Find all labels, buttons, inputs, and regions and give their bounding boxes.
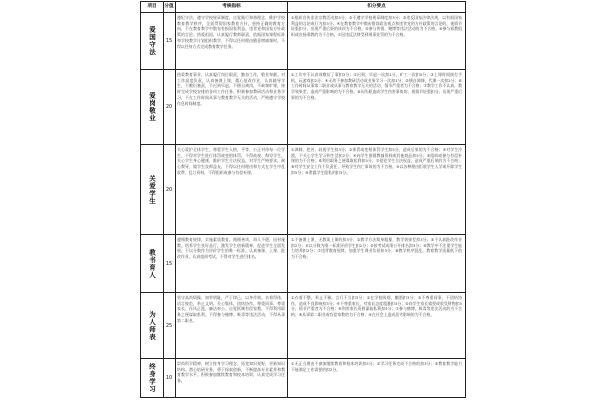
indicator-cell: 遵循教育规律，实施素质教育。循循善诱，诲人不倦，因材施教。培养学生良好品行，激发学生创新精神，促进学生全面发展。不以分数作为评价学生的唯一标准。认真备课、上课、批改作业，认真组织考试，不得对学生进行排名。: [177, 237, 285, 260]
project-cell: [141, 145, 163, 234]
table-row: [141, 293, 465, 359]
evaluation-table: [140, 1, 466, 398]
project-label: 关爱学生: [148, 174, 156, 205]
points-cell: ①不备课上课，无教案上课的扣3分；②教学方法简单粗暴，教学效果差扣3分；③不认真批改作业扣2分；④以分数为唯一标准评价学生扣2分；⑤按考试成绩公开排名扣3分；⑥教学中不注重学生能力培养扣2分；⑦违背教育规律，加重学生课业负担扣3分；⑧教学秩序混乱，教育教学质量低下的为不合格。: [291, 237, 462, 260]
points-cell: ①衣着不整，举止不雅，言行不当扣3分；②在学校吸烟、酗酒扣3分；③不尊重同事，不团结协作，造成不良影响扣3分；④不尊重家长，对家长态度粗暴扣3分；⑤向学生家长索要或收受财物扣5分，情节严重者为不合格；⑥利用家长资源谋取私利扣5分；⑦参与赌博、吸毒等违法活动的为不合格；⑧从事第二职业或有偿家教的为不合格；⑨在社会上造成恶劣影响的为不合格。: [291, 295, 462, 318]
score-cell: 15: [165, 260, 173, 267]
header-indicator: 考核指标: [222, 4, 241, 9]
indicator-cell: 遵纪守法，遵守学校规章制度，自觉践行和谐理念，维护学校教育教学秩序，全面贯彻国家教育方针，坚持正确的教育方向，不在教育教学中散布有损国家利益、违背党和国家方针政策的言论。热爱祖国，认真履行教师职责，依据国家课程标准和学校教学计划组织教学，不得以任何理由随意增减课时，不得以任何方式完成教育教学任务。: [177, 15, 285, 49]
points-cell: ①讽刺、挖苦、歧视学生扣3分；②体罚或变相体罚学生扣5分，造成后果的为不合格；③对学生冷漠，不关心学生学习和生活扣2分；④向学生推销教辅资料或其他商品扣5分；⑤组织或参与有偿补课的为不合格；⑥利用职务之便谋取私利扣5分；⑦侵犯学生合法权益，造成严重后果的为不合格；⑧对学生安全工作不负责任，导致学生伤亡事故的为不合格。⑨以各种理由拒收学生入学或开除学生扣5分；⑩泄露学生隐私的扣3分。: [291, 147, 462, 175]
indicator-cell: 坚守高尚情操，知荣明耻，严于律己，以身作则。衣着得体，语言规范，举止文明。关心集体，团结协作，尊重同事，尊重家长。作风正派，廉洁奉公。自觉抵制有偿家教，不得利用职务之便谋取私利。不得参与赌博、吸毒等违法活动，不得从事第二职业。: [177, 295, 285, 323]
table-row: [141, 145, 465, 235]
project-cell: [141, 70, 163, 144]
header-score: 分值: [164, 4, 174, 9]
indicator-cell: 崇尚科学精神，树立终身学习理念，拓宽知识视野，更新知识结构。潜心钻研业务，勇于探索创新，不断提高专业素养和教育教学水平。积极参加继续教育和校本培训，认真完成学习任务。: [177, 361, 285, 384]
project-label: 为人师表: [148, 310, 156, 341]
score-cell: 20: [165, 186, 173, 193]
table-row: [141, 235, 465, 293]
table-row: [141, 13, 465, 70]
header-points: 扣分要点: [367, 4, 386, 9]
table-row: [141, 70, 465, 145]
project-cell: [141, 293, 163, 358]
table-header: [141, 2, 465, 13]
project-cell: [141, 13, 163, 69]
project-label: 爱国守法: [148, 26, 156, 56]
points-cell: ①组织宣传非法宗教活动扣5分；②不遵守学校规章制度扣3分；③违反国家法律法规，以有损国家利益的言论或行为扣5分；④在教育教学中散布错误政治观点和违背党的方针政策的言论的，视情节轻重扣分，出现严重后果的该项为不合格。⑤参与传销、赌博等违法活动的为不合格。⑥参与邪教组织或宣扬邪教的为不合格。⑦因违反法律受到刑事处罚的为不合格。: [291, 15, 462, 38]
points-cell: ①工作中不认真或敷衍了事扣3分；②迟到、早退一次扣1分，旷工一次扣5分；③上课时间接打手机、玩游戏扣2分；④无故不参加教研活动或业务学习一次扣1分；⑤擅自调课、代课一次扣2分；⑥工作时间从事第二职业或从事与教育教学无关的活动，情节严重者为不合格；⑦教学工作不认真，教学效果差，造成严重影响的为不合格。⑧因失职造成学生伤害事故的，视情节轻重扣分，出现严重后果的为不合格。: [291, 72, 462, 100]
table-row: [141, 359, 465, 397]
header-project: 项目: [147, 4, 157, 9]
project-cell: [141, 359, 163, 397]
points-cell: ①无正当理由不参加继续教育和校本培训扣5分；②学习任务完成不合格的扣3分；③教育教学能力不能满足工作需要的扣2分。: [291, 361, 462, 372]
score-cell: 20: [165, 104, 173, 110]
score-cell: 25: [165, 322, 173, 329]
project-label: 教书育人: [148, 248, 156, 279]
score-cell: 10: [165, 375, 173, 381]
project-label: 爱岗敬业: [148, 92, 156, 122]
project-cell: [141, 235, 163, 292]
score-cell: 15: [165, 38, 173, 44]
indicator-cell: 热爱教育事业，认真履行岗位职责，勤奋工作，敬业奉献。对工作高度负责，认真备课上课，精心批改作业，认真辅导学生，不敷衍塞责，不迟到早退，不擅自离岗，不缺课旷课，按时完成学校安排的各项工作任务，积极参加教研活动和业务学习，不在工作时间从事与教育教学无关的活动，严格遵守学校作息时间制度。: [177, 72, 285, 106]
project-label: 终身学习: [148, 363, 156, 393]
indicator-cell: 关心爱护全体学生，尊重学生人格，平等、公正对待每一位学生，不得对学生进行体罚或变相体罚，不得歧视、侮辱学生。关心学生身心健康，维护学生合法权益。对学生严格要求，耐心教导，做学生良师益友，不得以任何理由和方式在学生中乱收费、乱订资料，不得组织或参与有偿补课。: [177, 147, 285, 175]
